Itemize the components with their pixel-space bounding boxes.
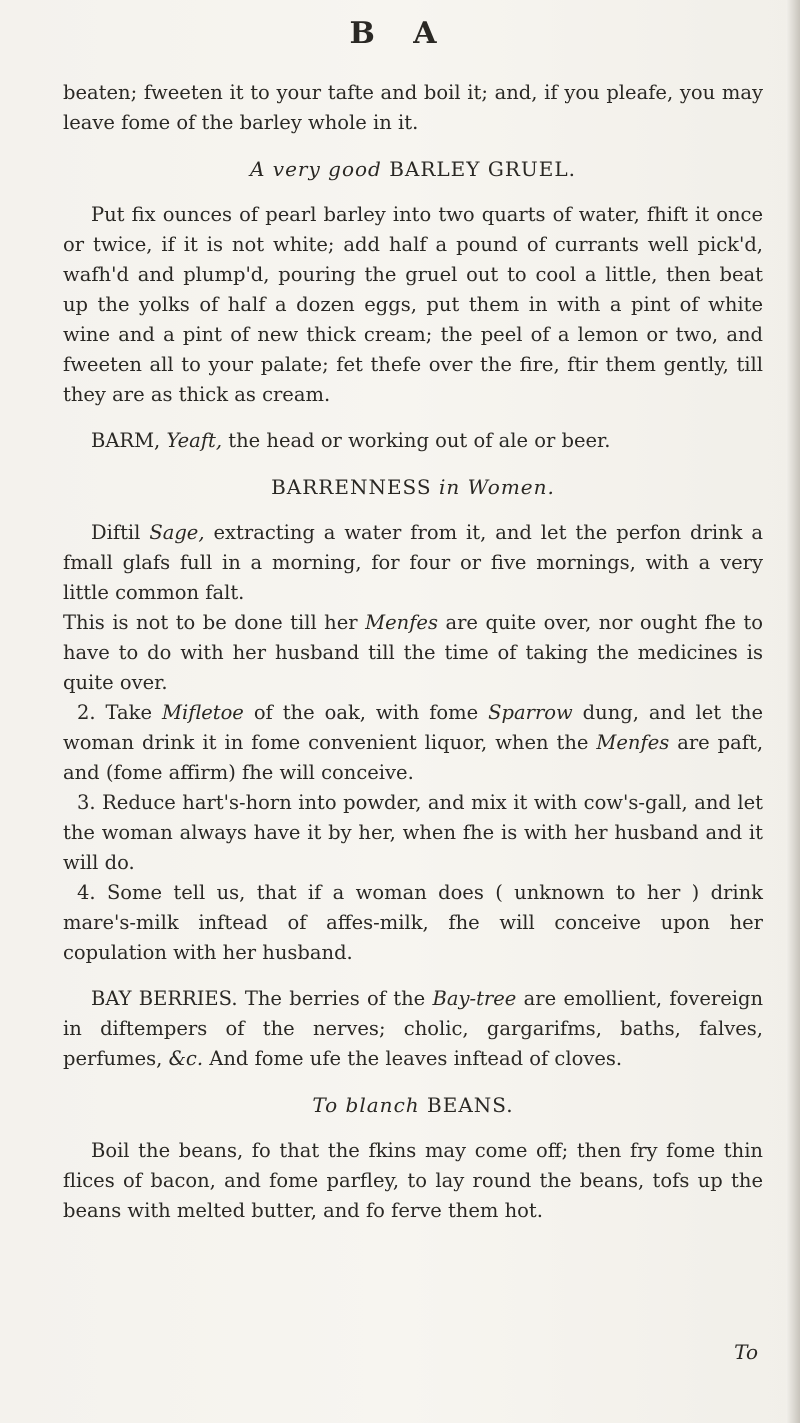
paragraph: beaten; fweeten it to your tafte and boil it; and, if you pleafe, you may leave fome of the barley whole in it.	[63, 81, 763, 134]
paragraph: This is not to be done till her Menfes are quite over, nor ought fhe to have to do with her husband till the time of taking the medicines is quite over.	[63, 611, 764, 694]
catchword: To	[734, 1340, 758, 1364]
running-header: B A	[349, 16, 451, 51]
paragraph: Put fix ounces of pearl barley into two quarts of water, fhift it once or twice, if it is not white; add half a pound of currants well pick'd, wafh'd and plump'd, pouring the gruel out to cool a little, then beat up the yolks of half a dozen eggs, put them in with a pint of white wine and a pint of new thick cream; the peel of a lemon or two, and fweeten all to your palate; fet thefe over the fire, ftir them gently, till they are as thick as cream.	[63, 203, 763, 406]
entry-title-barrenness: BARRENNESS in Women.	[271, 475, 555, 499]
paragraph: 3. Reduce hart's-horn into powder, and mix it with cow's-gall, and let the woman always have it by her, when fhe is with her husband and it will do.	[63, 791, 763, 874]
recipe-title-barley-gruel: A very good BARLEY GRUEL.	[250, 157, 576, 181]
barm-entry: BARM, Yeaft, the head or working out of ale or beer.	[91, 429, 611, 452]
paragraph: 4. Some tell us, that if a woman does ( unknown to her ) drink mare's-milk inftead of affes-milk, fhe will conceive upon her copulation with her husband.	[63, 881, 763, 964]
paragraph: Boil the beans, fo that the fkins may come off; then fry fome thin flices of bacon, and fome parfley, to lay round the beans, tofs up the beans with melted butter, and fo ferve them hot.	[63, 1139, 763, 1222]
recipe-title-blanch-beans: To blanch BEANS.	[312, 1093, 514, 1117]
body-text	[63, 78, 763, 1226]
paragraph: Diftil Sage, extracting a water from it, and let the perfon drink a fmall glafs full in a morning, for four or five mornings, with a very little common falt.	[63, 521, 763, 604]
paragraph: 2. Take Mifletoe of the oak, with fome Sparrow dung, and let the woman drink it in fome convenient liquor, when the Menfes are paft, and (fome affirm) fhe will conceive.	[63, 701, 764, 784]
bay-berries-entry: BAY BERRIES. The berries of the Bay-tree are emollient, fovereign in diftempers of the nerves; cholic, gargarifms, baths, falves, perfumes, &c. And fome ufe the leaves inftead of cloves.	[63, 987, 764, 1070]
page-edge	[786, 0, 800, 1423]
